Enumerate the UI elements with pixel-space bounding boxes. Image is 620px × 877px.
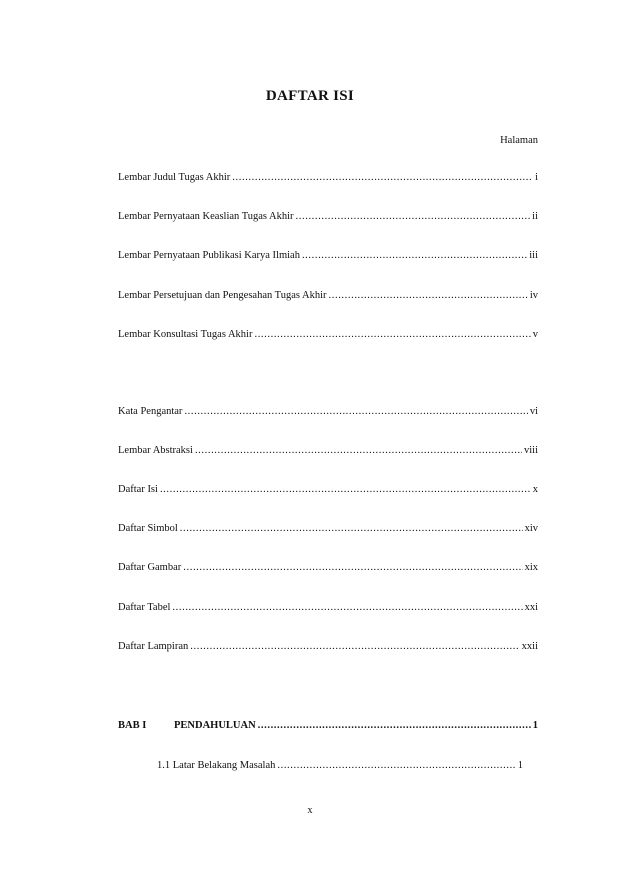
toc-entry-label: Daftar Gambar xyxy=(118,562,182,573)
toc-entry-page: iii xyxy=(529,250,538,261)
toc-entry-daftar-tabel[interactable] xyxy=(118,602,538,618)
chapter-number: BAB I xyxy=(118,720,147,731)
toc-entry-label: Lembar Persetujuan dan Pengesahan Tugas Akhir xyxy=(118,290,327,301)
toc-entry-judul[interactable] xyxy=(118,172,538,188)
toc-entry-page: v xyxy=(532,329,538,340)
dot-leader xyxy=(277,760,515,771)
toc-entry-label: Daftar Simbol xyxy=(118,523,178,534)
dot-leader xyxy=(254,329,530,340)
toc-entry-page: viii xyxy=(523,445,538,456)
toc-entry-label: Lembar Pernyataan Keaslian Tugas Akhir xyxy=(118,211,294,222)
toc-entry-page: xxi xyxy=(524,602,538,613)
toc-entry-kata-pengantar[interactable] xyxy=(118,406,538,422)
toc-entry-konsultasi[interactable] xyxy=(118,329,538,345)
toc-entry-keaslian[interactable] xyxy=(118,211,538,227)
toc-entry-page: i xyxy=(535,172,538,183)
dot-leader xyxy=(195,445,522,456)
toc-entry-label: Lembar Pernyataan Publikasi Karya Ilmiah xyxy=(118,250,300,261)
toc-chapter-bab-1[interactable] xyxy=(118,720,538,736)
dot-leader xyxy=(258,720,531,731)
dot-leader xyxy=(184,406,527,417)
toc-entry-label: Daftar Lampiran xyxy=(118,641,189,652)
toc-entry-page: vi xyxy=(529,406,538,417)
toc-entry-persetujuan[interactable] xyxy=(118,290,538,306)
dot-leader xyxy=(172,602,522,613)
toc-entry-page: xiv xyxy=(524,523,538,534)
toc-entry-page: iv xyxy=(529,290,538,301)
toc-entry-label: Lembar Judul Tugas Akhir xyxy=(118,172,231,183)
toc-entry-publikasi[interactable] xyxy=(118,250,538,266)
chapter-heading xyxy=(118,720,256,731)
chapter-title: PENDAHULUAN xyxy=(174,720,256,731)
toc-entry-label: Daftar Tabel xyxy=(118,602,171,613)
toc-entry-page: x xyxy=(532,484,538,495)
toc-entry-daftar-isi[interactable] xyxy=(118,484,538,500)
dot-leader xyxy=(329,290,528,301)
dot-leader xyxy=(180,523,523,534)
dot-leader xyxy=(183,562,522,573)
dot-leader xyxy=(296,211,531,222)
page-number: x xyxy=(307,805,313,816)
dot-leader xyxy=(302,250,527,261)
toc-entry-label: Lembar Abstraksi xyxy=(118,445,193,456)
toc-entry-label: 1.1 Latar Belakang Masalah xyxy=(157,760,276,771)
toc-subsection-1-1[interactable] xyxy=(157,760,523,776)
toc-entry-page: xix xyxy=(524,562,538,573)
page-column-header: Halaman xyxy=(500,135,538,146)
toc-entry-label: Daftar Isi xyxy=(118,484,158,495)
toc-entry-daftar-simbol[interactable] xyxy=(118,523,538,539)
toc-entry-daftar-lampiran[interactable] xyxy=(118,641,538,657)
dot-leader xyxy=(232,172,533,183)
toc-entry-label: Lembar Konsultasi Tugas Akhir xyxy=(118,329,253,340)
toc-entry-daftar-gambar[interactable] xyxy=(118,562,538,578)
toc-entry-page: 1 xyxy=(532,720,538,731)
toc-entry-page: 1 xyxy=(517,760,523,771)
toc-entry-label: Kata Pengantar xyxy=(118,406,183,417)
page-title: DAFTAR ISI xyxy=(265,88,355,104)
dot-leader xyxy=(160,484,531,495)
toc-entry-page: ii xyxy=(532,211,538,222)
dot-leader xyxy=(190,641,519,652)
toc-entry-abstraksi[interactable] xyxy=(118,445,538,461)
toc-entry-page: xxii xyxy=(521,641,538,652)
